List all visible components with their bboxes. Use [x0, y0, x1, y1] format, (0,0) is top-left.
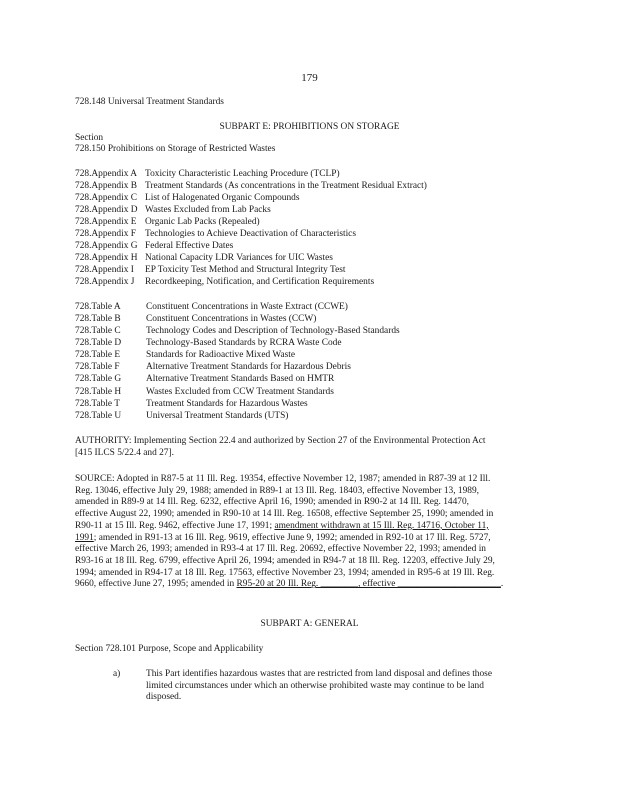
- withdrawn-amendment-year: 1991: [75, 532, 94, 543]
- paragraph-marker: a): [113, 669, 121, 679]
- section-label: Section: [75, 133, 104, 143]
- list-item: 728.Table F Alternative Treatment Standards for Hazardous Debris: [75, 362, 351, 372]
- list-item: 728.Table H Wastes Excluded from CCW Treatment Standards: [75, 387, 334, 397]
- list-item: 728.Appendix D Wastes Excluded from Lab Packs: [75, 205, 271, 215]
- list-item: 728.Appendix J Recordkeeping, Notification, and Certification Requirements: [75, 277, 375, 287]
- withdrawn-amendment-text: amendment withdrawn at 15 Ill. Reg. 14716, October 11,: [274, 520, 489, 531]
- list-item: 728.Appendix A Toxicity Characteristic Leaching Procedure (TCLP): [75, 169, 340, 179]
- list-item: 728.Appendix E Organic Lab Packs (Repealed): [75, 217, 260, 227]
- list-item: 728.Appendix C List of Halogenated Organic Compounds: [75, 193, 300, 203]
- list-item: 728.Appendix H National Capacity LDR Variances for UIC Wastes: [75, 253, 333, 263]
- list-item: 728.Table U Universal Treatment Standards (UTS): [75, 411, 289, 421]
- list-item: 728.Table B Constituent Concentrations in Wastes (CCW): [75, 314, 317, 324]
- paragraph-a: This Part identifies hazardous wastes that are restricted from land disposal and defines those limited circumstances under which an otherwise prohibited waste may continue to be land disposed.: [146, 669, 492, 703]
- page-number: 179: [301, 72, 318, 84]
- list-item: 728.Appendix B Treatment Standards (As concentrations in the Treatment Residual Extract): [75, 181, 427, 191]
- subpart-a-heading: SUBPART A: GENERAL: [260, 619, 359, 629]
- list-item: 728.Appendix I EP Toxicity Test Method and Structural Integrity Test: [75, 265, 346, 275]
- source-paragraph: SOURCE: Adopted in R87-5 at 11 Ill. Reg. 19354, effective November 12, 1987; amended in R87-39 at 12 Ill. Reg. 13046, effective July 29, 1988; amended in R89-1 at 13 Ill. Reg. 18403, effective November 13, 1989, amended in R89-9 at 14 Ill. Reg. 6232, effective April 16, 1990; amended in R90-2 at 14 Ill. Reg. 14470, effective August 22, 1990; amended in R90-10 at 14 Ill. Reg. 16508, effective September 25, 1990; amended in R90-11 at 15 Ill. Reg. 9462, effective June 17, 1991; amendment withdrawn at 15 Ill. Reg. 14716, October 11, 1991; amended in R91-13 at 16 Ill. Reg. 9619, effective June 9, 1992; amended in R92-10 at 17 Ill. Reg. 5727, effective March 26, 1993; amended in R93-4 at 17 Ill. Reg. 20692, effective November 22, 1993; amended in R93-16 at 18 Ill. Reg. 6799, effective April 26, 1994; amended in R94-7 at 18 Ill. Reg. 12203, effective July 29, 1994; amended in R94-17 at 18 Ill. Reg. 17563, effective November 23, 1994; amended in R95-6 at 19 Ill. Reg. 9660, effective June 27, 1995; amended in R95-20 at 20 Ill. Reg. ________, effective ______________________.: [75, 474, 504, 590]
- list-item: 728.Appendix F Technologies to Achieve Deactivation of Characteristics: [75, 229, 356, 239]
- list-item: 728.Table C Technology Codes and Description of Technology-Based Standards: [75, 326, 400, 336]
- list-item: 728.Table A Constituent Concentrations in Waste Extract (CCWE): [75, 302, 348, 312]
- list-item: 728.Table E Standards for Radioactive Mixed Waste: [75, 350, 296, 360]
- list-item: 728.Table T Treatment Standards for Hazardous Wastes: [75, 399, 308, 409]
- list-item: 728.Table D Technology-Based Standards by RCRA Waste Code: [75, 338, 342, 348]
- list-item: 728.Appendix G Federal Effective Dates: [75, 241, 234, 251]
- section-728-150: 728.150 Prohibitions on Storage of Restricted Wastes: [75, 144, 276, 154]
- subpart-e-heading: SUBPART E: PROHIBITIONS ON STORAGE: [219, 122, 400, 132]
- pending-amendment-text: R95-20 at 20 Ill. Reg. ________, effective ______________________: [236, 579, 501, 590]
- section-728-148: 728.148 Universal Treatment Standards: [75, 97, 224, 107]
- authority-paragraph: AUTHORITY: Implementing Section 22.4 and authorized by Section 27 of the Environmental Protection Act [415 ILCS 5/22.4 and 27].: [75, 436, 486, 458]
- list-item: 728.Table G Alternative Treatment Standards Based on HMTR: [75, 374, 335, 384]
- section-728-101: Section 728.101 Purpose, Scope and Applicability: [75, 644, 264, 654]
